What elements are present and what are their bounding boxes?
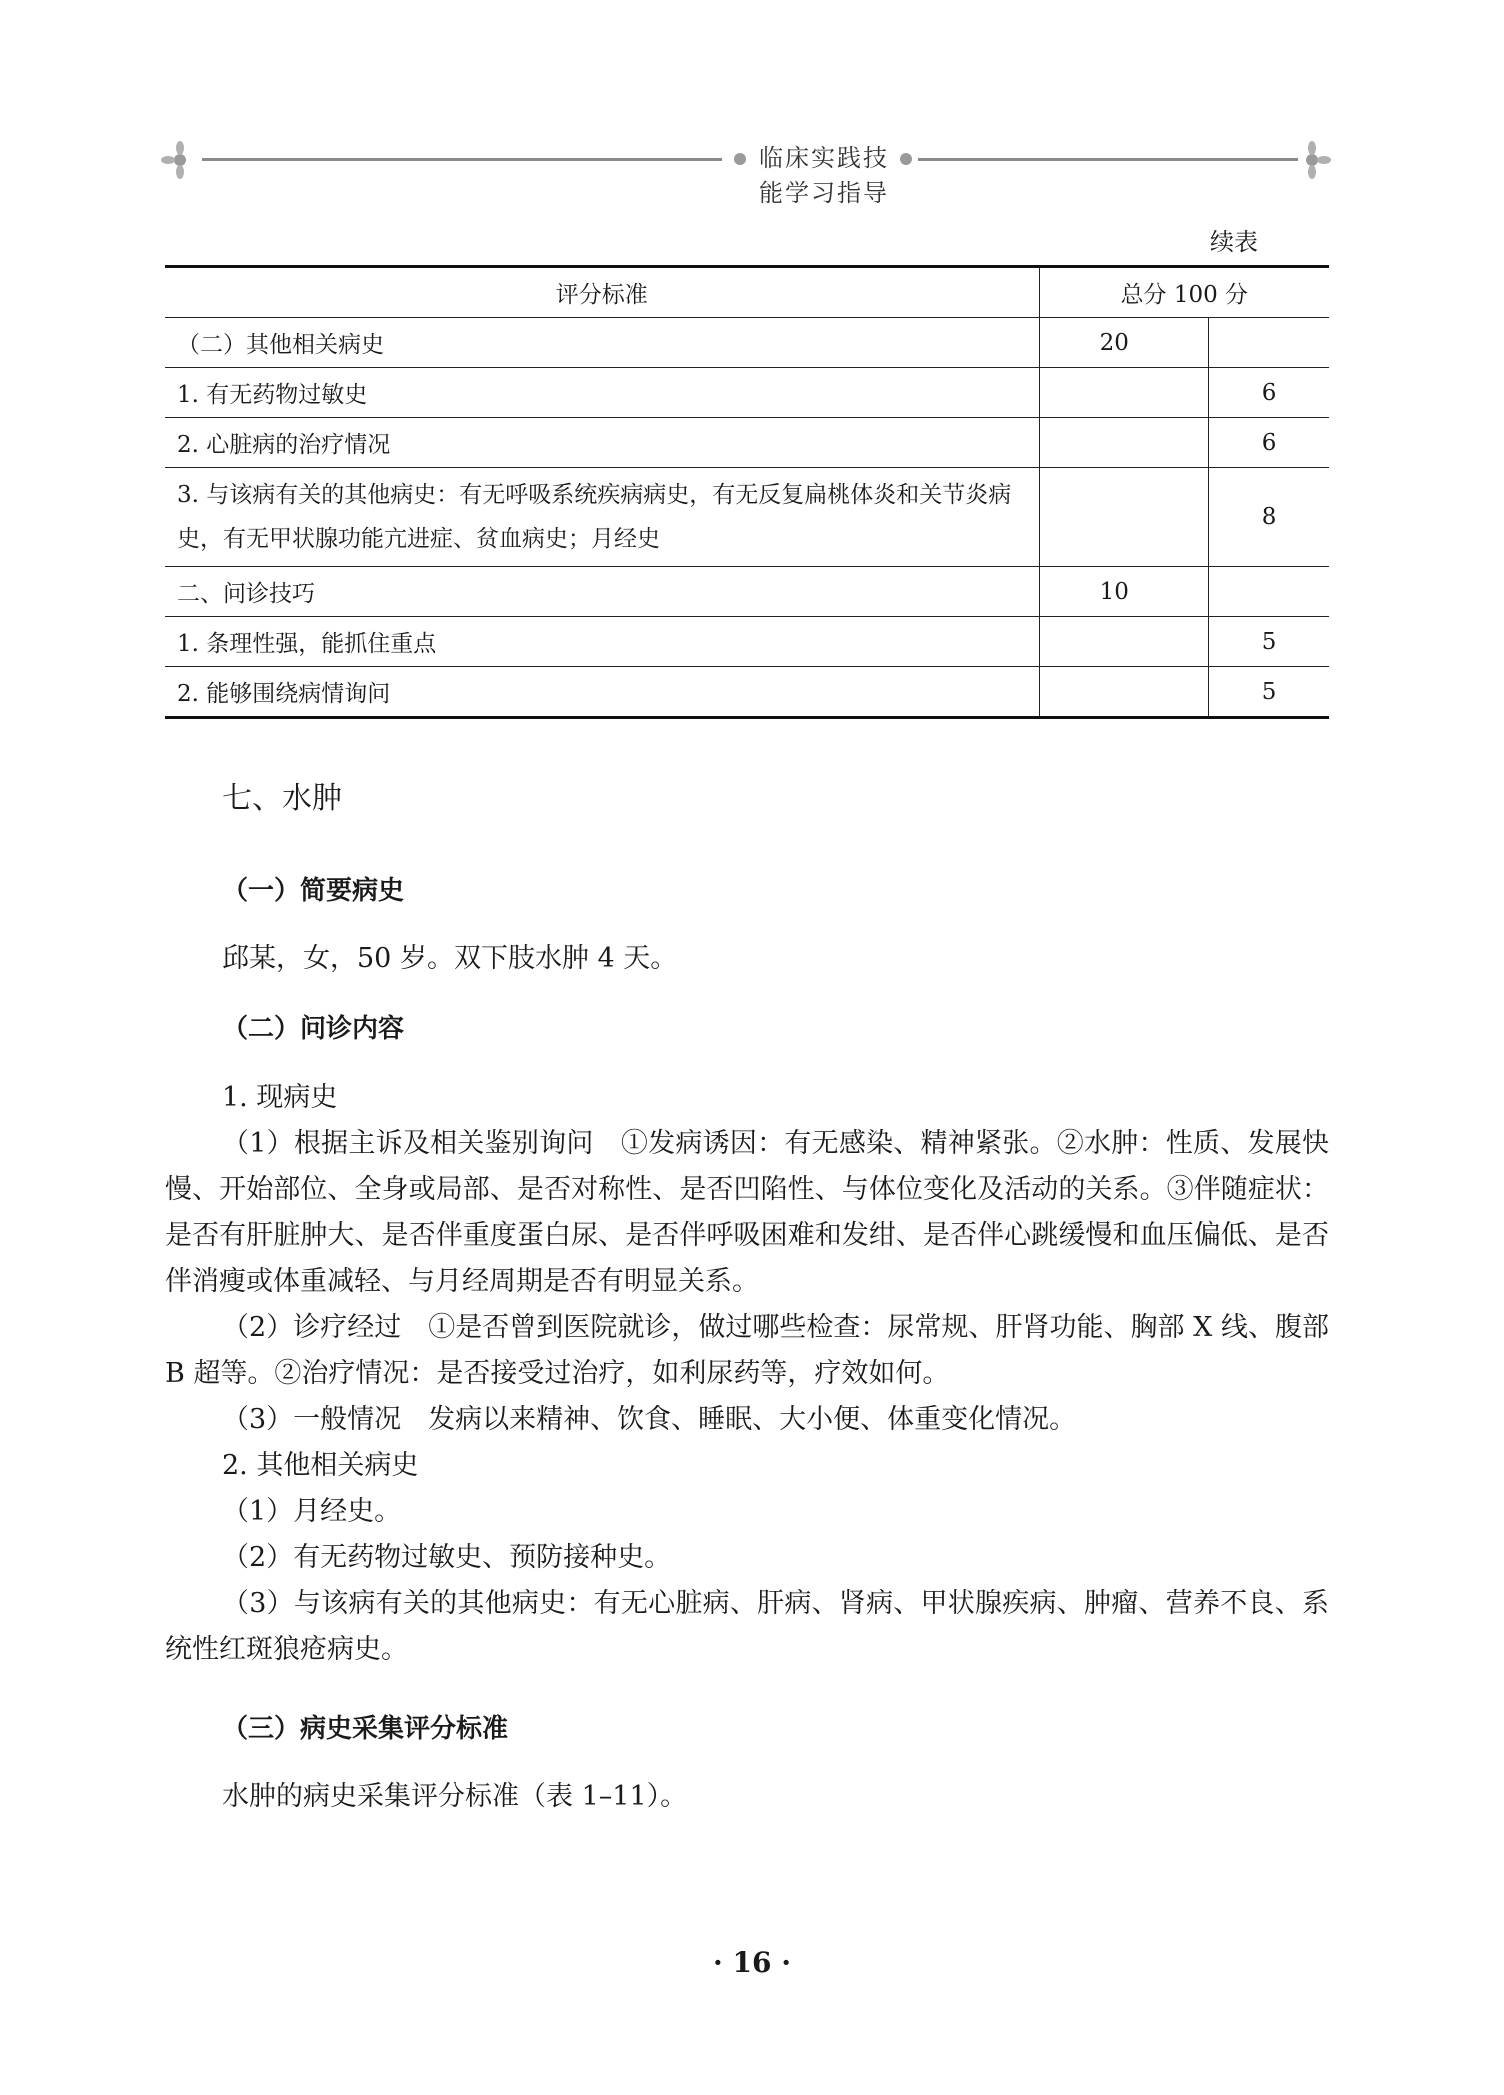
subsection-title-scoring: （三）病史采集评分标准 — [222, 1714, 509, 1744]
row-text: 1. 有无药物过敏史 — [165, 368, 1039, 418]
header-dot-left — [734, 153, 746, 165]
row-section-score — [1039, 418, 1209, 468]
paragraph: （2）有无药物过敏史、预防接种史。 — [222, 1542, 672, 1573]
subsection-title-history: （一）简要病史 — [222, 876, 405, 906]
ornament-icon — [160, 140, 200, 180]
running-header — [160, 132, 1330, 207]
table-row — [165, 567, 1329, 617]
paragraph: （1）月经史。 — [222, 1496, 402, 1527]
scoring-reference-text — [165, 1774, 1329, 1820]
table-row — [165, 418, 1329, 468]
paragraph: （2）诊疗经过 ①是否曾到医院就诊，做过哪些检查：尿常规、肝肾功能、胸部 X 线、腹部 B 超等。②治疗情况：是否接受过治疗，如利尿药等，疗效如何。 — [165, 1312, 1329, 1389]
paragraph: 2. 其他相关病史 — [222, 1450, 419, 1481]
row-section-score — [1039, 617, 1209, 667]
row-section-score: 20 — [1039, 318, 1209, 368]
paragraph: 水肿的病史采集评分标准（表 1–11）。 — [222, 1781, 688, 1812]
paragraph: （3）一般情况 发病以来精神、饮食、睡眠、大小便、体重变化情况。 — [222, 1404, 1077, 1435]
table-row — [165, 318, 1329, 368]
section-title: 七、水肿 — [222, 781, 342, 816]
row-text: 2. 心脏病的治疗情况 — [165, 418, 1039, 468]
header-total: 总分 100 分 — [1039, 267, 1329, 318]
row-text: 3. 与该病有关的其他病史：有无呼吸系统疾病病史，有无反复扁桃体炎和关节炎病史，有无甲状腺功能亢进症、贫血病史；月经史 — [165, 468, 1039, 567]
table-header-row — [165, 267, 1329, 318]
table-row — [165, 617, 1329, 667]
running-title: 临床实践技能学习指导 — [759, 144, 889, 207]
row-text: 二、问诊技巧 — [165, 567, 1039, 617]
row-text: （二）其他相关病史 — [165, 318, 1039, 368]
table-row — [165, 468, 1329, 567]
page-number: · 16 · — [713, 1946, 791, 1979]
subsection-title-inquiry: （二）问诊内容 — [222, 1014, 405, 1044]
row-item-score: 6 — [1209, 368, 1329, 418]
row-item-score: 8 — [1209, 468, 1329, 567]
table-row — [165, 667, 1329, 718]
row-section-score — [1039, 667, 1209, 718]
table-continued-label: 续表 — [1210, 228, 1258, 256]
row-item-score — [1209, 318, 1329, 368]
inquiry-content — [165, 1075, 1329, 1673]
row-section-score: 10 — [1039, 567, 1209, 617]
header-rule-right — [918, 158, 1298, 161]
brief-history-text — [165, 936, 1329, 982]
row-item-score: 6 — [1209, 418, 1329, 468]
paragraph: 1. 现病史 — [222, 1082, 338, 1113]
scoring-table — [165, 265, 1329, 719]
ornament-icon — [1292, 140, 1332, 180]
row-item-score: 5 — [1209, 617, 1329, 667]
row-item-score: 5 — [1209, 667, 1329, 718]
paragraph: 邱某，女，50 岁。双下肢水肿 4 天。 — [222, 943, 678, 974]
header-rule-left — [202, 158, 722, 161]
row-section-score — [1039, 468, 1209, 567]
row-text: 1. 条理性强，能抓住重点 — [165, 617, 1039, 667]
header-criteria: 评分标准 — [165, 267, 1039, 318]
table-row — [165, 368, 1329, 418]
row-text: 2. 能够围绕病情询问 — [165, 667, 1039, 718]
paragraph: （1）根据主诉及相关鉴别询问 ①发病诱因：有无感染、精神紧张。②水肿：性质、发展快慢、开始部位、全身或局部、是否对称性、是否凹陷性、与体位变化及活动的关系。③伴随症状：是否有肝脏肿大、是否伴重度蛋白尿、是否伴呼吸困难和发绀、是否伴心跳缓慢和血压偏低、是否伴消瘦或体重减轻、与月经周期是否有明显关系。 — [165, 1128, 1329, 1297]
row-section-score — [1039, 368, 1209, 418]
paragraph: （3）与该病有关的其他病史：有无心脏病、肝病、肾病、甲状腺疾病、肿瘤、营养不良、系统性红斑狼疮病史。 — [165, 1588, 1329, 1665]
row-item-score — [1209, 567, 1329, 617]
header-dot-right — [900, 153, 912, 165]
